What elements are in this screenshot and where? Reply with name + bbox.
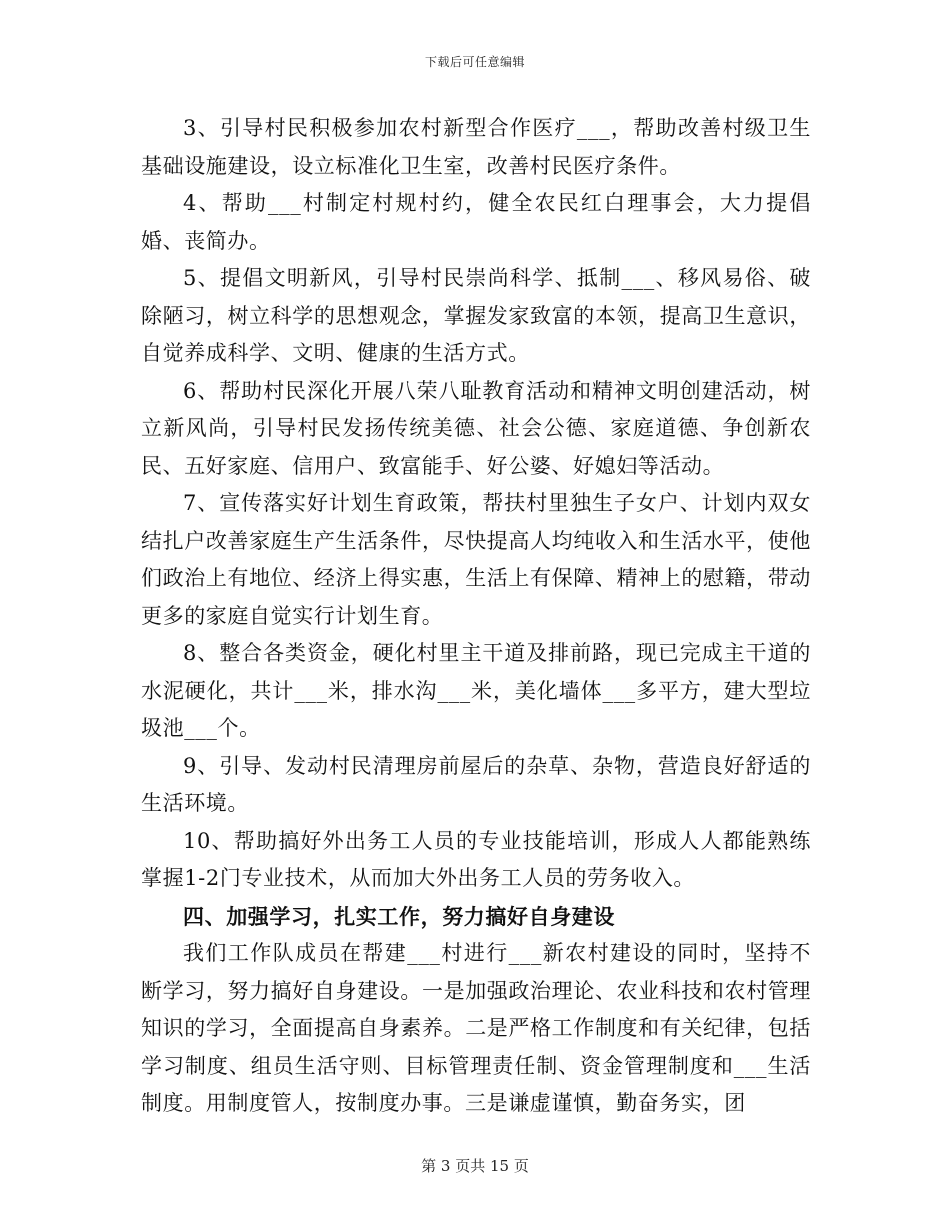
page-footer: 第 3 页共 15 页 <box>421 1157 529 1175</box>
section-paragraph: 我们工作队成员在帮建___村进行___新农村建设的同时，坚持不断学习，努力搞好自身建设。一是加强政治理论、农业科技和农村管理知识的学习，全面提高自身素养。二是严格工作制度和有关纪律，包括学习制度、组员生活守则、目标管理责任制、资金管理制度和___生活制度。用制度管人，按制度办事。三是谦虚谨慎，勤奋务实，团 <box>141 941 811 1115</box>
paragraph-item-8: 8、整合各类资金，硬化村里主干道及排前路，现已完成主干道的水泥硬化，共计___米，排水沟___米，美化墙体___多平方，建大型垃圾池___个。 <box>141 641 811 740</box>
paragraph-item-4: 4、帮助___村制定村规村约，健全农民红白理事会，大力提倡婚、丧简办。 <box>141 191 811 253</box>
paragraph-item-3: 3、引导村民积极参加农村新型合作医疗___，帮助改善村级卫生基础设施建设，设立标准化卫生室，改善村民医疗条件。 <box>141 116 811 178</box>
paragraph-item-10: 10、帮助搞好外出务工人员的专业技能培训，形成人人都能熟练掌握1-2门专业技术，从而加大外出务工人员的劳务收入。 <box>141 828 811 890</box>
paragraph-item-9: 9、引导、发动村民清理房前屋后的杂草、杂物，营造良好舒适的生活环境。 <box>141 753 811 815</box>
paragraph-item-6: 6、帮助村民深化开展八荣八耻教育活动和精神文明创建活动，树立新风尚，引导村民发扬传统美德、社会公德、家庭道德、争创新农民、五好家庭、信用户、致富能手、好公婆、好媳妇等活动。 <box>141 378 811 478</box>
section-heading: 四、加强学习，扎实工作，努力搞好自身建设 <box>183 903 615 929</box>
paragraph-item-7: 7、宣传落实好计划生育政策，帮扶村里独生子女户、计划内双女结扎户改善家庭生产生活条件，尽快提高人均纯收入和生活水平，使他们政治上有地位、经济上得实惠，生活上有保障、精神上的慰籍，带动更多的家庭自觉实行计划生育。 <box>141 491 811 628</box>
paragraph-item-5: 5、提倡文明新风，引导村民崇尚科学、抵制___、移风易俗、破除陋习，树立科学的思想观念，掌握发家致富的本领，提高卫生意识，自觉养成科学、文明、健康的生活方式。 <box>141 266 811 365</box>
page-header: 下载后可任意编辑 <box>424 55 525 69</box>
document-body <box>141 110 811 1123</box>
